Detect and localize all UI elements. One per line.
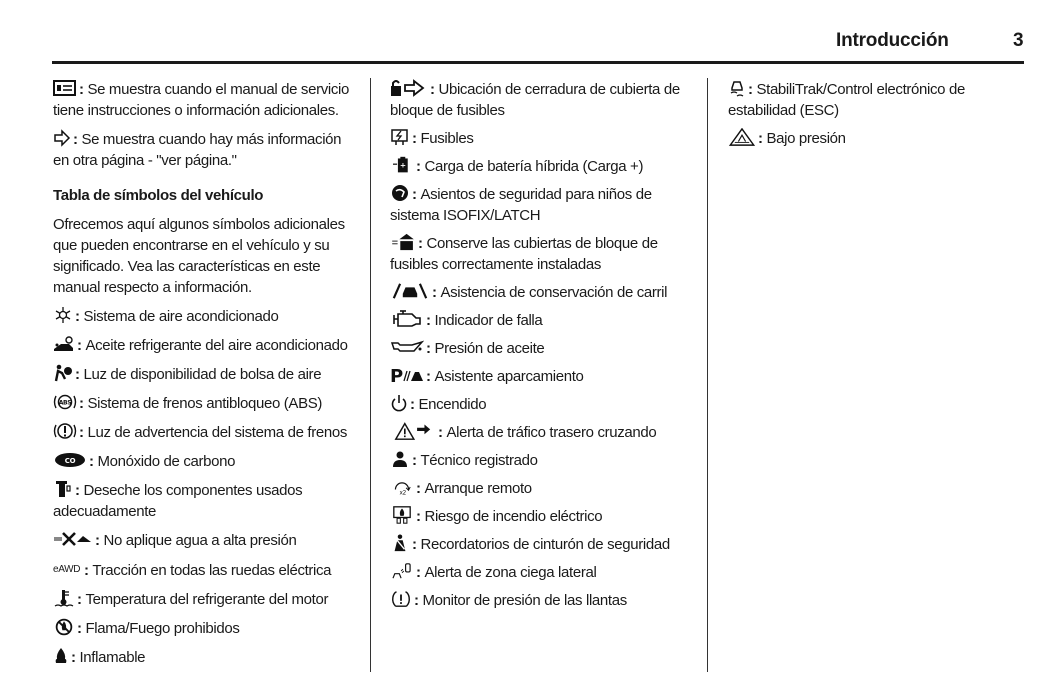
symbol-text: Encendido [418,396,487,413]
symbol-item: : Riesgo de incendio eléctrico [390,506,695,527]
symbol-item: : Monitor de presión de las llantas [390,590,695,611]
section-heading: Tabla de símbolos del vehículo [53,187,264,204]
brake-warning-icon [53,422,77,440]
park-assist-icon [390,366,424,384]
no-flame-icon [53,618,75,636]
column-divider [370,78,371,672]
lock-arrow-icon [390,79,428,97]
symbol-item: : Recordatorios de cinturón de seguridad [390,534,695,555]
symbol-item: : Inflamable [53,647,358,668]
symbol-item: + : Carga de batería híbrida (Carga +) [390,156,695,177]
carbon-monoxide-icon [53,451,87,469]
symbol-text: Luz de advertencia del sistema de frenos [87,424,347,441]
symbol-item: : Deseche los componentes usados adecuadamente [53,482,303,520]
symbol-item: : No aplique agua a alta presión [53,530,358,551]
service-manual-icon [53,79,77,97]
symbol-item: : Luz de advertencia del sistema de frenos [53,422,358,443]
intro-item: : Se muestra cuando hay más información en otra página - "ver página." [53,131,342,169]
symbol-item: : Alerta de zona ciega lateral [390,562,695,583]
fuse-cover-icon [390,233,416,251]
symbol-item: $^{eAWD}$ : Tracción en todas las ruedas eléctrica [53,562,332,579]
symbol-item: : Conserve las cubiertas de bloque de fusibles correctamente instaladas [390,235,658,273]
symbol-item: : Asientos de seguridad para niños de sistema ISOFIX/LATCH [390,186,652,224]
symbol-text: Asistencia de conservación de carril [440,284,668,301]
power-icon [390,394,408,412]
symbol-item: : Ubicación de cerradura de cubierta de bloque de fusibles [390,81,680,119]
symbol-text: Tracción en todas las ruedas eléctrica [92,562,332,579]
header-rule [52,61,1024,64]
coolant-temperature-icon [53,589,75,607]
ac-refrigerant-oil-icon [53,335,75,353]
symbol-item: : StabiliTrak/Control electrónico de estabilidad (ESC) [728,81,965,119]
svg-text:x2: x2 [399,490,406,496]
symbol-item: : Asistencia de conservación de carril [390,282,695,303]
symbol-item: : Alerta de tráfico trasero cruzando [390,422,695,443]
symbol-item: : Aceite refrigerante del aire acondicionado [53,335,358,356]
tire-pressure-icon [390,590,412,608]
symbol-item: : Temperatura del refrigerante del motor [53,589,358,610]
no-pressure-water-icon [53,530,93,548]
symbol-text: Sistema de aire acondicionado [83,308,279,325]
remote-start-icon [390,478,414,496]
disposal-icon [53,480,73,498]
fuse-icon [390,128,410,146]
column-middle [390,79,695,618]
symbol-text: Recordatorios de cinturón de seguridad [420,536,670,553]
column-left [53,79,358,676]
symbol-text: Alerta de tráfico trasero cruzando [446,424,657,441]
column-right [728,79,1028,156]
symbol-text: Indicador de falla [434,312,543,329]
abs-icon [53,393,77,411]
symbol-text: Alerta de zona ciega lateral [424,564,597,581]
section-description: Ofrecemos aquí algunos símbolos adicionales que pueden encontrarse en el vehículo y su significado. Vea las características en este manual respecto a información. [53,216,345,296]
see-page-arrow-icon [53,129,71,147]
symbol-text: Inflamable [79,649,146,666]
oil-pressure-icon [390,338,424,356]
symbol-item: x2 : Arranque remoto [390,478,695,499]
symbol-item: : Luz de disponibilidad de bolsa de aire [53,364,358,385]
lane-keep-icon [390,282,430,300]
flammable-icon [53,647,69,665]
column-divider [707,78,708,672]
symbol-item: : Indicador de falla [390,310,695,331]
symbol-item: : Fusibles [390,128,695,149]
svg-text:P: P [390,366,403,384]
intro-text: Se muestra cuando el manual de servicio tiene instrucciones o información adicionales. [53,81,349,119]
svg-text:ABS: ABS [58,399,72,407]
header-title: Introducción [836,30,949,51]
symbol-text: Conserve las cubiertas de bloque de fusibles correctamente instaladas [390,235,658,273]
symbol-text: Monóxido de carbono [97,453,236,470]
symbol-text: Presión de aceite [434,340,545,357]
airbag-icon [53,364,73,382]
page-number: 3 [1013,30,1024,51]
symbol-text: Asientos de seguridad para niños de sistema ISOFIX/LATCH [390,186,652,224]
child-seat-icon [390,184,410,202]
symbol-text: Fusibles [420,130,474,147]
symbol-item: ABS : Sistema de frenos antibloqueo (ABS) [53,393,358,414]
symbol-item: : Flama/Fuego prohibidos [53,618,358,639]
stabilitrak-icon [728,79,746,97]
symbol-item: : Presión de aceite [390,338,695,359]
rear-cross-traffic-icon [390,422,436,440]
symbol-text: Flama/Fuego prohibidos [85,620,240,637]
symbol-text: StabiliTrak/Control electrónico de estabilidad (ESC) [728,81,965,119]
symbol-text: Carga de batería híbrida (Carga +) [424,158,644,175]
symbol-item: P : Asistente aparcamiento [390,366,584,385]
engine-malfunction-icon [390,310,424,328]
symbol-text: Temperatura del refrigerante del motor [85,591,329,608]
symbol-text: Luz de disponibilidad de bolsa de aire [83,366,322,383]
page-header [0,0,1054,66]
intro-item: : Se muestra cuando el manual de servicio tiene instrucciones o información adicionales. [53,81,349,119]
air-conditioning-icon [53,306,73,324]
svg-text:+: + [399,160,406,170]
symbol-text: Arranque remoto [424,480,532,497]
eawd-icon: eAWD [53,564,81,575]
symbol-text: Monitor de presión de las llantas [422,592,627,609]
symbol-text: Deseche los componentes usados adecuadamente [53,482,303,520]
symbol-item: : Técnico registrado [390,450,695,471]
symbol-text: Riesgo de incendio eléctrico [424,508,603,525]
symbol-text: Sistema de frenos antibloqueo (ABS) [87,395,323,412]
svg-text:CO: CO [64,457,76,465]
blind-zone-icon [390,562,414,580]
seatbelt-icon [390,534,410,552]
symbol-text: Bajo presión [766,130,846,147]
symbol-text: Aceite refrigerante del aire acondicionado [85,337,348,354]
symbol-item: CO : Monóxido de carbono [53,451,358,472]
electrical-fire-icon [390,506,414,524]
symbol-text: Técnico registrado [420,452,538,469]
symbol-item: : Bajo presión [728,128,1028,149]
symbol-item: : Encendido [390,394,695,415]
symbol-text: No aplique agua a alta presión [103,532,297,549]
intro-text: Se muestra cuando hay más información en otra página - "ver página." [53,131,342,169]
symbol-text: Ubicación de cerradura de cubierta de bloque de fusibles [390,81,680,119]
symbol-item: : Sistema de aire acondicionado [53,306,358,327]
hybrid-battery-icon [390,156,414,174]
low-pressure-icon [728,128,756,146]
symbol-text: Asistente aparcamiento [434,368,584,385]
technician-icon [390,450,410,468]
